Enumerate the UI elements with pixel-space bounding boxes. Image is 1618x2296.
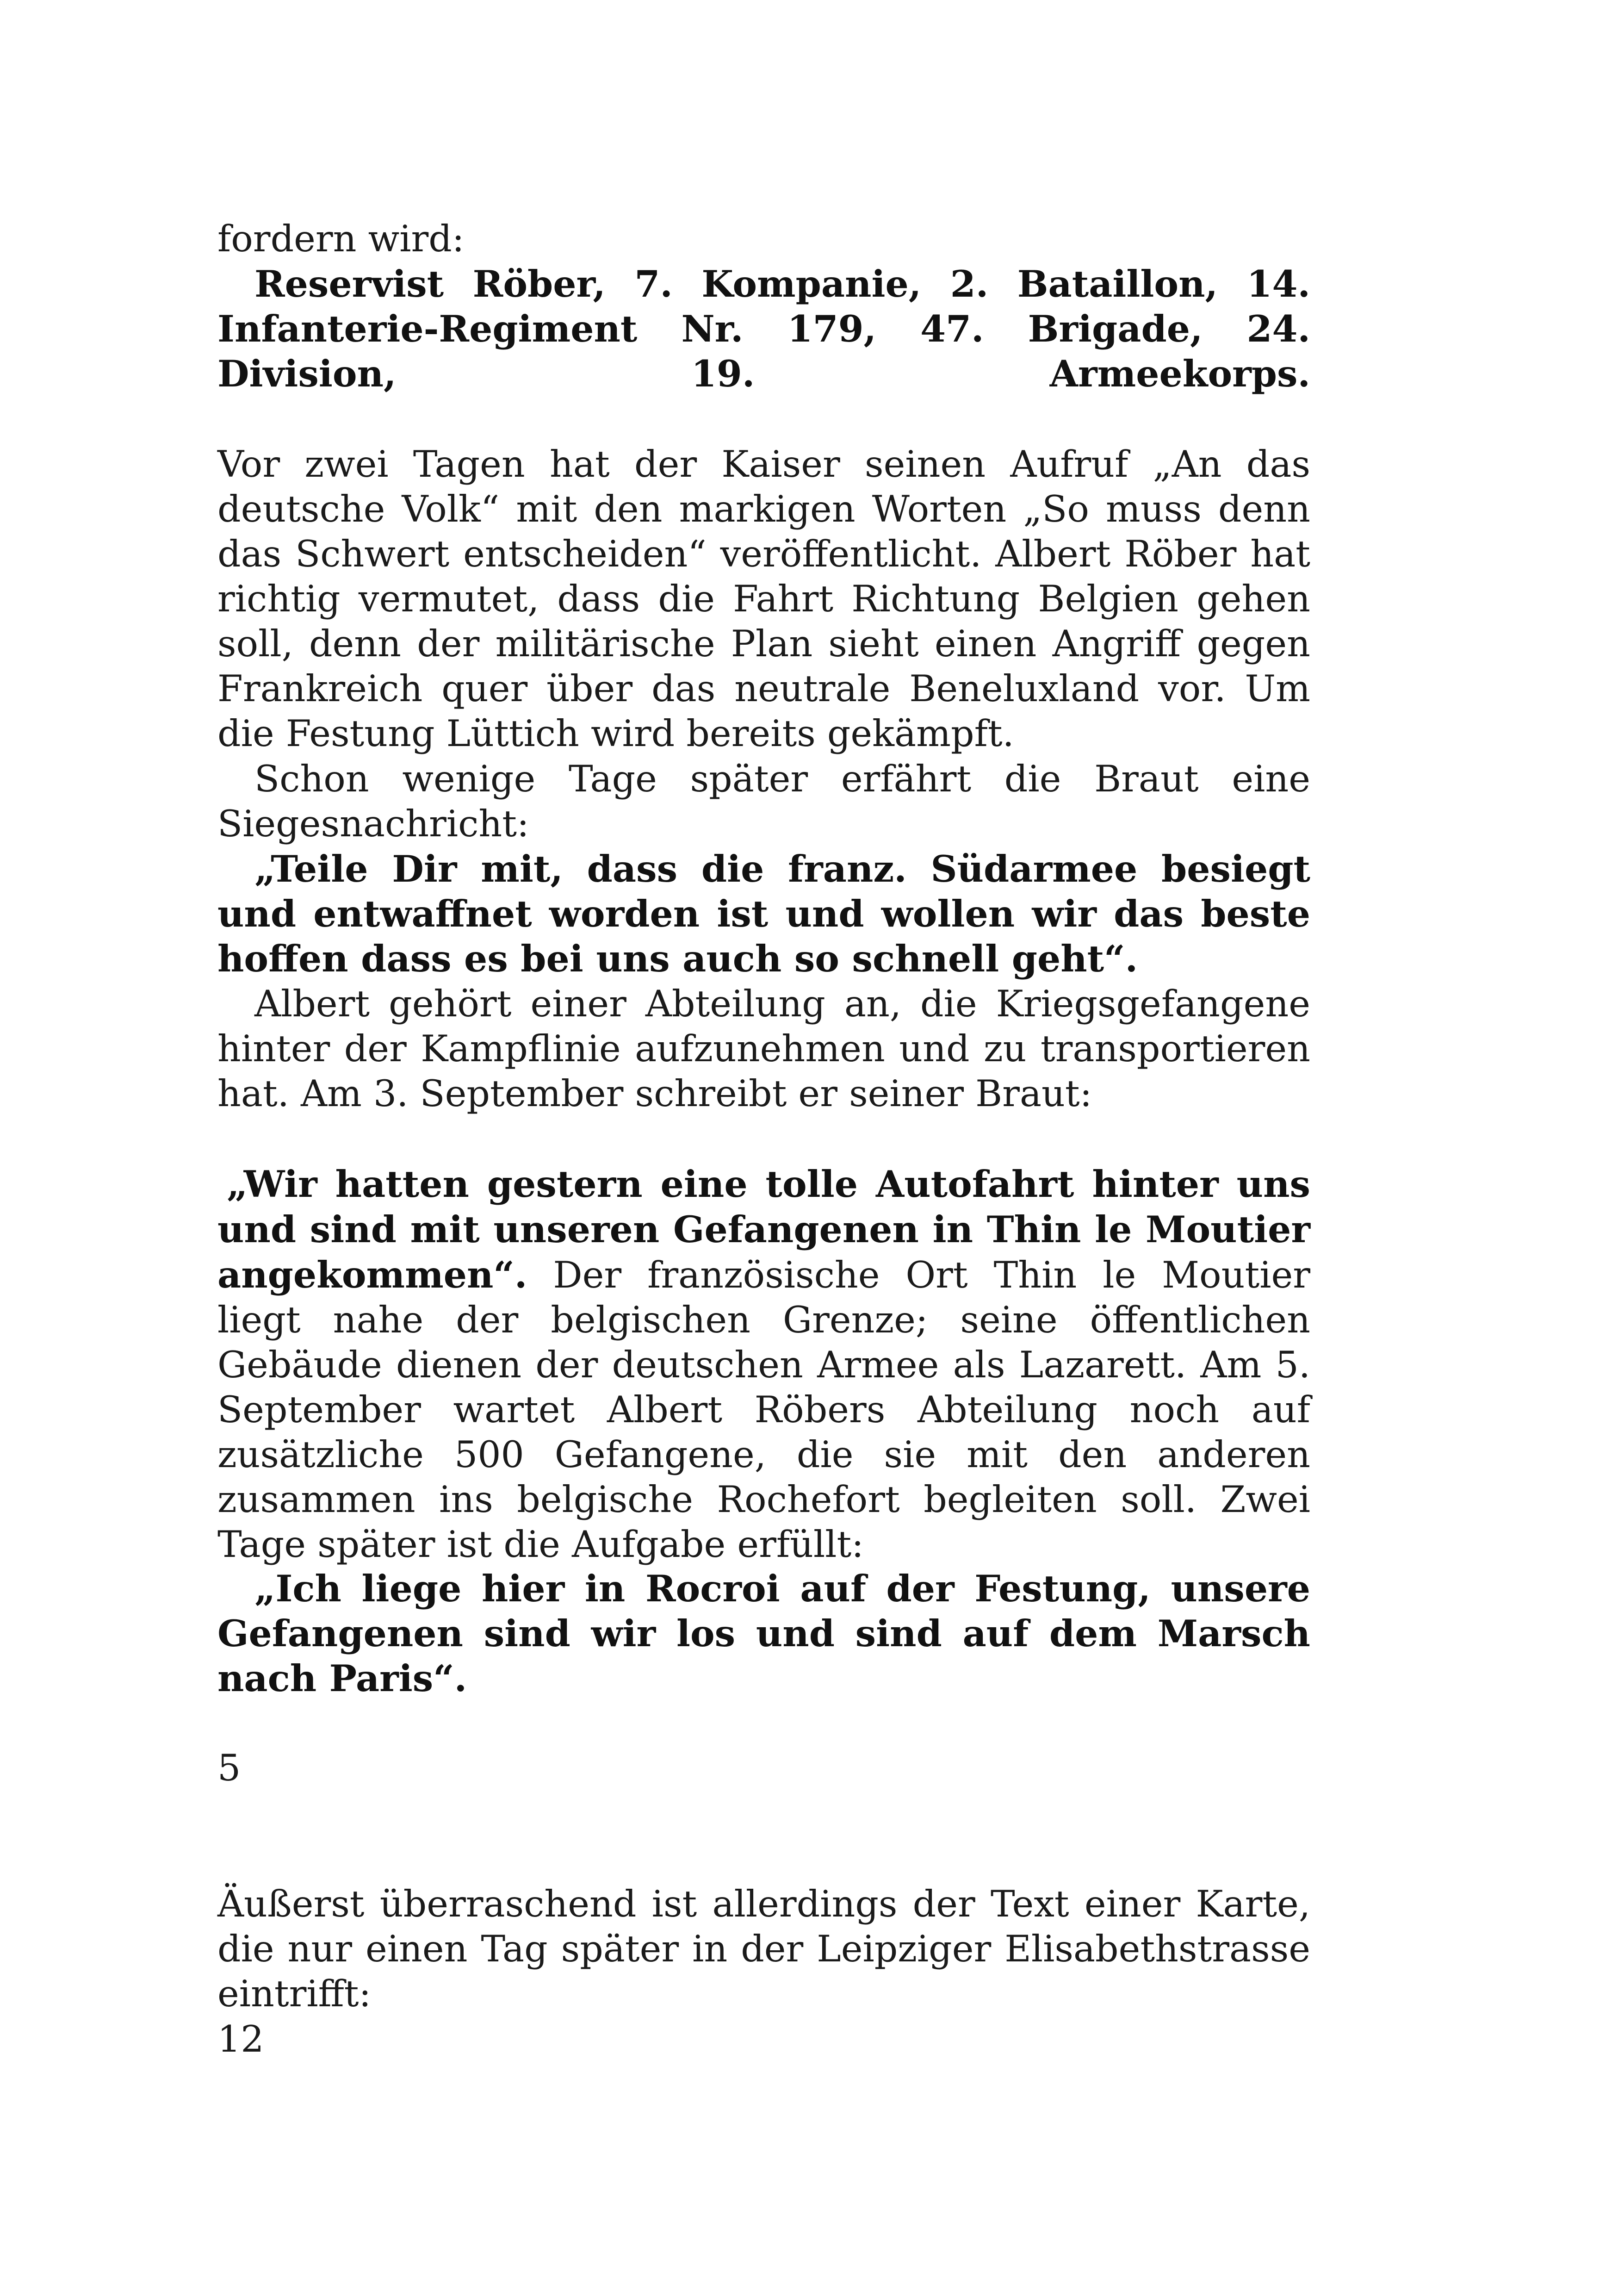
paragraph-siegesnachricht: Schon wenige Tage später erfährt die Braut eine Siegesnachricht: bbox=[217, 758, 1310, 845]
letter-autofahrt bbox=[217, 1162, 1310, 1567]
chapter-number: 5 bbox=[217, 1747, 241, 1789]
quote-rocroi: „Ich liege hier in Rocroi auf der Festung, unsere Gefangenen sind wir los und sind auf dem Marsch nach Paris“. bbox=[217, 1567, 1310, 1700]
quote-suedarmee: „Teile Dir mit, dass die franz. Südarmee besiegt und entwaffnet worden ist und wollen wir das beste hoffen dass es bei uns auch so schnell geht“. bbox=[217, 847, 1310, 980]
paragraph-thin: Der französische Ort Thin le Moutier liegt nahe der belgischen Grenze; seine öffentlichen Gebäude dienen der deutschen Armee als Lazarett. Am 5. September wartet Albert Röbers Abteilung noch auf zusätzliche 500 Gefangene, die sie mit den anderen zusammen ins belgische Rochefort begleiten soll. Zwei Tage später ist die Aufgabe erfüllt: bbox=[217, 1254, 1310, 1566]
address-block: Reservist Röber, 7. Kompanie, 2. Bataillon, 14. Infanterie-Regiment Nr. 179, 47. Brigade, 24. Division, 19. Armeekorps. bbox=[217, 262, 1310, 395]
paragraph-kaiser: Vor zwei Tagen hat der Kaiser seinen Aufruf „An das deutsche Volk“ mit den markigen Worten „So muss denn das Schwert entscheiden“ veröffentlicht. Albert Röber hat richtig vermutet, dass die Fahrt Richtung Belgien gehen soll, denn der militärische Plan sieht einen Angriff gegen Frankreich quer über das neutrale Beneluxland vor. Um die Festung Lüttich wird bereits gekämpft. bbox=[217, 443, 1310, 755]
quote-autofahrt: „Wir hatten gestern eine tolle Autofahrt hinter uns und sind mit unseren Gefangenen in Thin le Moutier angekommen“. bbox=[217, 1163, 1310, 1296]
intro-line: fordern wird: bbox=[217, 218, 465, 260]
paragraph-karte: Äußerst überraschend ist allerdings der Text einer Karte, die nur einen Tag später in der Leipziger Elisabethstrasse eintrifft: bbox=[217, 1883, 1310, 2015]
page-number: 12 bbox=[217, 2018, 264, 2060]
paragraph-abteilung: Albert gehört einer Abteilung an, die Kriegsgefangene hinter der Kampflinie aufzunehmen und zu transportieren hat. Am 3. September schreibt er seiner Braut: bbox=[217, 983, 1310, 1115]
